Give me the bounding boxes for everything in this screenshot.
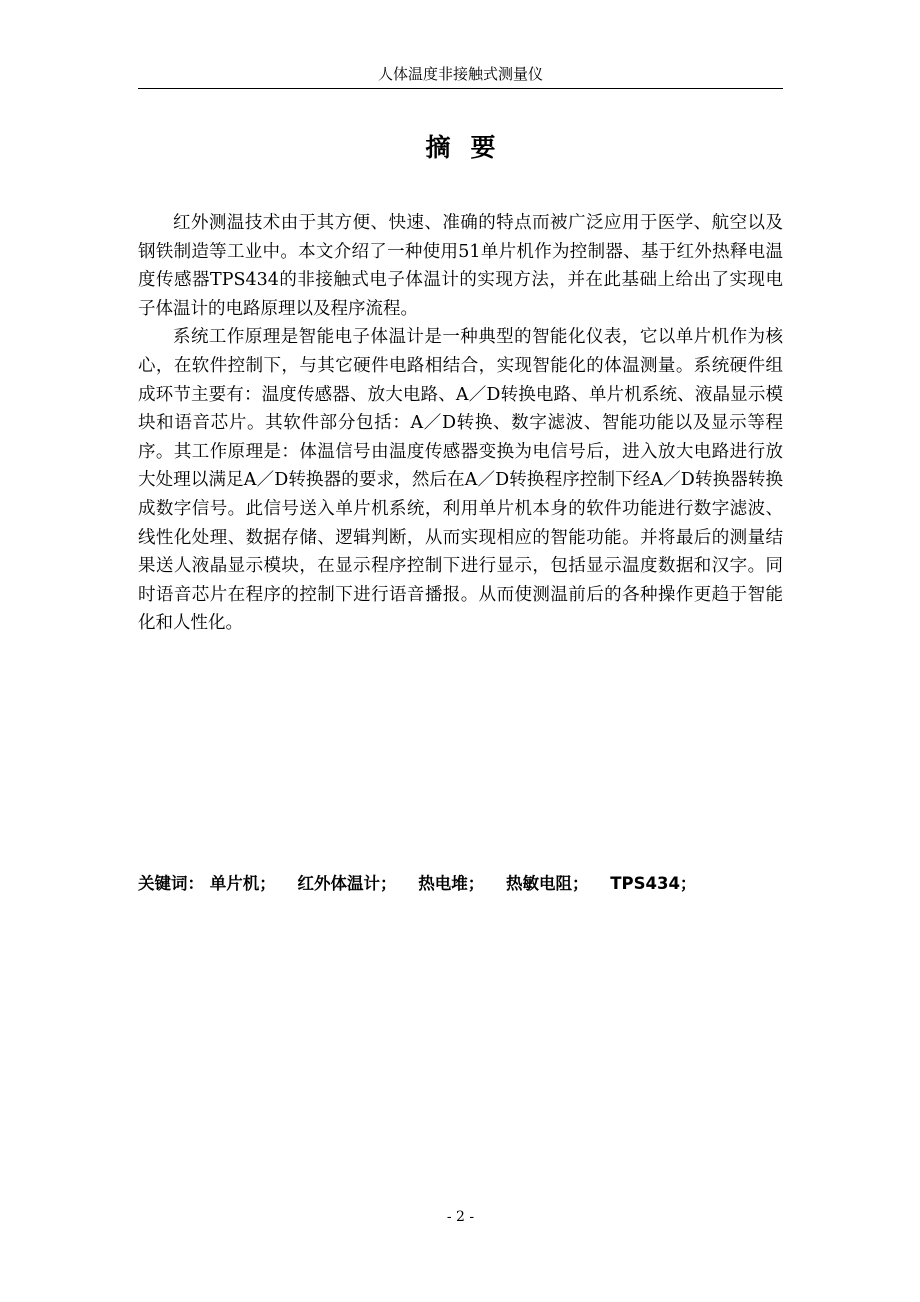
keyword-item: 热电堆； — [418, 874, 485, 893]
keywords-line — [138, 872, 783, 896]
keywords-label: 关键词： — [138, 874, 204, 893]
keyword-item: 红外体温计； — [297, 874, 397, 893]
keyword-item: TPS434； — [610, 874, 697, 893]
running-header: 人体温度非接触式测量仪 — [377, 65, 543, 83]
abstract-body — [138, 209, 783, 638]
header-divider — [138, 88, 783, 89]
abstract-paragraph-1: 红外测温技术由于其方便、快速、准确的特点而被广泛应用于医学、航空以及钢铁制造等工业中。本文介绍了一种使用51单片机作为控制器、基于红外热释电温度传感器TPS434的非接触式电子体温计的实现方法，并在此基础上给出了实现电子体温计的电路原理以及程序流程。 — [138, 213, 783, 319]
abstract-paragraph-2: 系统工作原理是智能电子体温计是一种典型的智能化仪表，它以单片机作为核心，在软件控制下，与其它硬件电路相结合，实现智能化的体温测量。系统硬件组成环节主要有：温度传感器、放大电路、A／D转换电路、单片机系统、液晶显示模块和语音芯片。其软件部分包括：A／D转换、数字滤波、智能功能以及显示等程序。其工作原理是：体温信号由温度传感器变换为电信号后，进入放大电路进行放大处理以满足A／D转换器的要求，然后在A／D转换程序控制下经A／D转换器转换成数字信号。此信号送入单片机系统，利用单片机本身的软件功能进行数字滤波、线性化处理、数据存储、逻辑判断，从而实现相应的智能功能。并将最后的测量结果送人液晶显示模块，在显示程序控制下进行显示，包括显示温度数据和汉字。同时语音芯片在程序的控制下进行语音播报。从而使测温前后的各种操作更趋于智能化和人性化。 — [138, 327, 783, 634]
keyword-item: 单片机； — [209, 874, 276, 893]
page-number: - 2 - — [446, 1209, 475, 1225]
abstract-title: 摘要 — [425, 133, 516, 162]
keyword-item: 热敏电阻； — [506, 874, 589, 893]
